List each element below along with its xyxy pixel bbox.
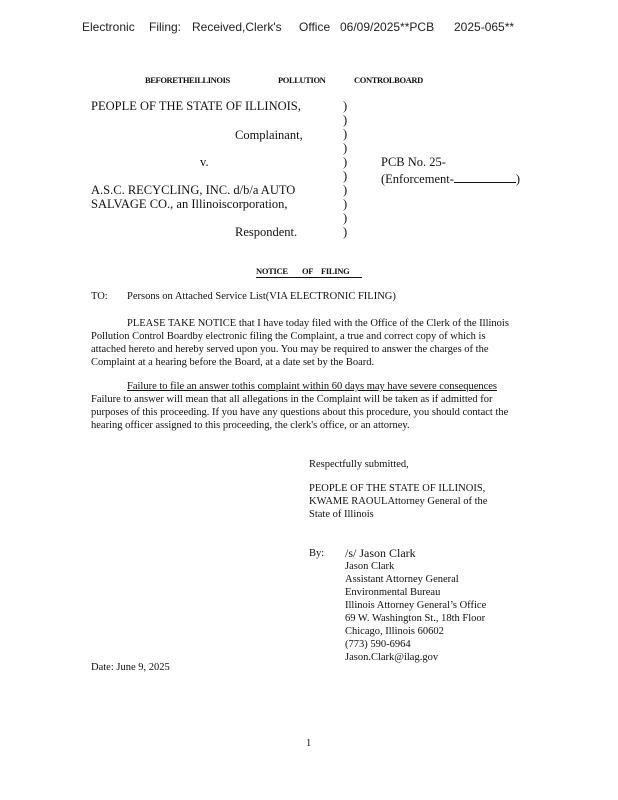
to-label: TO: — [91, 291, 108, 302]
signer-address-1: 69 W. Washington St., 18th Floor — [345, 613, 486, 624]
respectfully-submitted: Respectfully submitted, — [309, 459, 409, 470]
paragraph-2-warning: Failure to file an answer tothis complaint within 60 days may have severe consequences — [127, 381, 498, 392]
paren: ) — [343, 225, 348, 239]
closing-party: PEOPLE OF THE STATE OF ILLINOIS, — [309, 483, 486, 494]
to-recipients: Persons on Attached Service List(VIA ELECTRONIC FILING) — [127, 291, 396, 302]
paren: ) — [343, 127, 348, 141]
stamp-date: 06/09/2025**PCB — [340, 20, 435, 34]
case-type-label: (Enforcement- — [381, 172, 454, 186]
signer-bureau: Environmental Bureau — [345, 587, 441, 598]
closing-block — [309, 482, 487, 521]
notice-paragraph-1 — [91, 317, 569, 369]
notice-title-underline — [256, 277, 362, 278]
paren: ) — [343, 197, 348, 211]
paren: ) — [343, 141, 348, 155]
versus-label: v. — [200, 155, 209, 169]
board-heading-pollution: POLLUTION — [278, 75, 326, 85]
paragraph-1-line: attached hereto and hereby served upon you. You may be required to answer the charges of the — [91, 344, 489, 355]
complainant-label: Complainant, — [235, 128, 303, 142]
stamp-office: Office — [299, 20, 331, 34]
paragraph-2-line: hearing officer assigned to this proceeding, the clerk's office, or an attorney. — [91, 420, 410, 431]
signer-address-2: Chicago, Illinois 60602 — [345, 626, 444, 637]
board-heading-control: CONTROLBOARD — [354, 75, 423, 85]
stamp-case: 2025-065** — [454, 20, 515, 34]
case-type-blank — [454, 171, 516, 183]
paren: ) — [343, 211, 348, 225]
notice-paragraph-2 — [91, 380, 569, 432]
case-number: PCB No. 25- — [381, 155, 446, 169]
defendant-line-2: SALVAGE CO., an Illinoiscorporation, — [91, 197, 288, 211]
respondent-label: Respondent. — [235, 225, 298, 239]
defendant-line-1: A.S.C. RECYCLING, INC. d/b/a AUTO — [91, 183, 296, 197]
paragraph-1-line: PLEASE TAKE NOTICE that I have today filed with the Office of the Clerk of the Illinois — [127, 318, 509, 329]
signature-line: /s/ Jason Clark — [345, 546, 416, 560]
closing-state: State of Illinois — [309, 509, 374, 520]
page-number: 1 — [306, 738, 312, 749]
paragraph-2-line: Failure to answer will mean that all allegations in the Complaint will be taken as if admitted for — [91, 394, 493, 405]
date-line: Date: June 9, 2025 — [91, 662, 170, 673]
signer-email: Jason.Clark@ilag.gov — [345, 652, 439, 663]
board-heading-before: BEFORETHEILLINOIS — [145, 75, 230, 85]
signature-block — [345, 547, 486, 664]
by-label: By: — [309, 548, 325, 559]
signer-name: Jason Clark — [345, 561, 395, 572]
stamp-electronic: Electronic — [82, 20, 135, 34]
paragraph-2-line: purposes of this proceeding. If you have any questions about this procedure, you should contact the — [91, 407, 509, 418]
case-type-close: ) — [515, 172, 521, 186]
closing-attorney-general: KWAME RAOULAttorney General of the — [309, 496, 488, 507]
signer-office: Illinois Attorney General’s Office — [345, 600, 487, 611]
paragraph-1-line: Complaint at a hearing before the Board, at a date set by the Board. — [91, 357, 375, 368]
paren: ) — [343, 155, 348, 169]
stamp-filing: Filing: — [149, 20, 182, 34]
signer-title: Assistant Attorney General — [345, 574, 459, 585]
stamp-received: Received,Clerk's — [192, 20, 282, 34]
plaintiff-name: PEOPLE OF THE STATE OF ILLINOIS, — [91, 99, 301, 113]
paren: ) — [343, 183, 348, 197]
caption-parentheses — [343, 99, 347, 239]
paren: ) — [343, 113, 348, 127]
signer-phone: (773) 590-6964 — [345, 639, 411, 650]
case-type — [381, 171, 520, 187]
paragraph-1-line: Pollution Control Boardby electronic filing the Complaint, a true and correct copy of which is — [91, 331, 486, 342]
paren: ) — [343, 169, 348, 183]
notice-title-of: OF — [302, 266, 314, 276]
notice-title-filing: FILING — [321, 266, 350, 276]
paren: ) — [343, 99, 348, 113]
notice-title-notice: NOTICE — [256, 266, 288, 276]
